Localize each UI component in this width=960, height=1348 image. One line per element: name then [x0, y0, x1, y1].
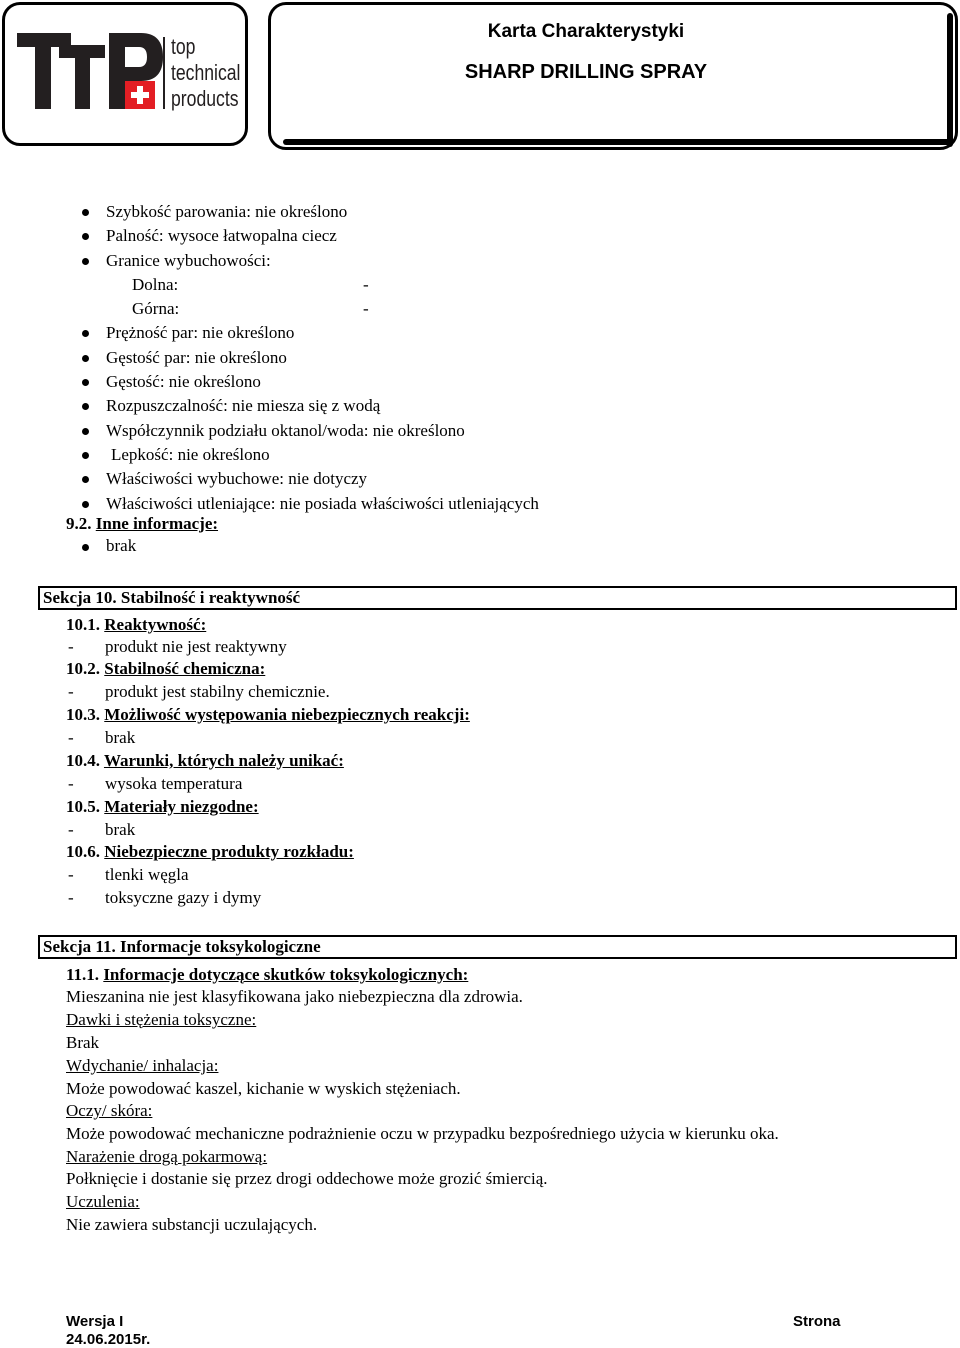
list-item: Szybkość parowania: nie określono — [78, 200, 938, 224]
limit-value: - — [363, 274, 369, 294]
list-item: produkt nie jest reaktywny — [105, 637, 287, 656]
entry-label: Uczulenia: — [66, 1192, 140, 1211]
list-item: tlenki węgla — [105, 865, 189, 884]
limit-upper — [78, 297, 938, 321]
subsection-10-5-heading — [66, 797, 259, 817]
logo-text-technical: technical — [171, 60, 241, 85]
subsection-10-6-heading — [66, 842, 354, 862]
subsection-9-2-heading — [66, 514, 218, 534]
subsection-number: 10.2. — [66, 659, 100, 678]
subsection-title: Możliwość występowania niebezpiecznych reakcji: — [104, 705, 470, 724]
list-item: Gęstość par: nie określono — [78, 346, 938, 370]
dash-marker: - — [68, 888, 74, 907]
subsection-11-1-heading — [66, 965, 468, 985]
subsection-title: Inne informacje: — [95, 514, 219, 533]
subsection-title: Warunki, których należy unikać: — [103, 751, 344, 770]
list-item: brak — [105, 820, 136, 839]
list-item: brak — [106, 536, 137, 555]
list-item: Palność: wysoce łatwopalna ciecz — [78, 224, 938, 248]
subsection-number: 10.5. — [66, 797, 100, 816]
subsection-10-3-heading — [66, 705, 470, 725]
list-item: Prężność par: nie określono — [78, 321, 938, 345]
list-item: Lepkość: nie określono — [78, 443, 938, 467]
entry-text: Połknięcie i dostanie się przez drogi oddechowe może grozić śmiercią. — [66, 1169, 548, 1188]
list-item: Właściwości utleniające: nie posiada właściwości utleniających — [78, 492, 938, 516]
subsection-number: 11.1. — [66, 965, 100, 984]
footer-version: Wersja I — [66, 1313, 124, 1330]
entry-text: Nie zawiera substancji uczulających. — [66, 1215, 318, 1234]
list-item: toksyczne gazy i dymy — [105, 888, 262, 907]
subsection-number: 10.3. — [66, 705, 100, 724]
product-name: SHARP DRILLING SPRAY — [464, 61, 708, 83]
subsection-title: Niebezpieczne produkty rozkładu: — [104, 842, 354, 861]
list-item: Rozpuszczalność: nie miesza się z wodą — [78, 394, 938, 418]
entry-label: Wdychanie/ inhalacja: — [66, 1056, 219, 1075]
subsection-number: 10.6. — [66, 842, 100, 861]
subsection-number: 10.4. — [66, 751, 100, 770]
subsection-number: 10.1. — [66, 615, 100, 634]
logo-text-top: top — [171, 34, 196, 59]
entry-label: Oczy/ skóra: — [66, 1101, 153, 1120]
list-item: Właściwości wybuchowe: nie dotyczy — [78, 467, 938, 491]
subsection-title: Materiały niezgodne: — [104, 797, 259, 816]
dash-marker: - — [68, 637, 74, 656]
subsection-title: Informacje dotyczące skutków toksykologicznych: — [103, 965, 469, 984]
subsection-10-4-heading — [66, 751, 344, 771]
list-item: brak — [105, 728, 136, 747]
entry-text: Może powodować kaszel, kichanie w wyskich stężeniach. — [66, 1079, 461, 1098]
logo-text-products: products — [171, 86, 239, 111]
list-item: wysoka temperatura — [105, 774, 243, 793]
subsection-10-2-heading — [66, 659, 265, 679]
box-shadow-bottom — [283, 139, 953, 145]
entry-label: Narażenie drogą pokarmową: — [66, 1147, 268, 1166]
dash-marker: - — [68, 865, 74, 884]
dash-marker: - — [68, 820, 74, 839]
list-item: Współczynnik podziału oktanol/woda: nie określono — [78, 419, 938, 443]
dash-marker: - — [68, 774, 74, 793]
limit-lower — [78, 273, 938, 297]
box-shadow-right — [947, 13, 953, 147]
document-title: Karta Charakterystyki — [487, 21, 685, 42]
title-box — [268, 2, 958, 150]
dash-marker: - — [68, 682, 74, 701]
limit-label: Dolna: — [132, 274, 179, 294]
entry-label: Dawki i stężenia toksyczne: — [66, 1010, 257, 1029]
limit-label: Górna: — [132, 299, 180, 319]
subsection-number: 9.2. — [66, 514, 92, 533]
intro-text: Mieszanina nie jest klasyfikowana jako niebezpieczna dla zdrowia. — [66, 987, 523, 1006]
dash-marker: - — [68, 728, 74, 747]
properties-list — [78, 200, 938, 516]
list-item: produkt jest stabilny chemicznie. — [105, 682, 330, 701]
entry-text: Brak — [66, 1033, 100, 1052]
entry-text: Może powodować mechaniczne podrażnienie oczu w przypadku bezpośredniego użycia w kierunku oka. — [66, 1124, 779, 1143]
section-11-header: Sekcja 11. Informacje toksykologiczne — [38, 935, 957, 959]
company-logo — [2, 2, 248, 146]
document-header — [0, 0, 960, 160]
footer-date: 24.06.2015r. — [66, 1331, 151, 1348]
subsection-10-1-heading — [66, 615, 206, 635]
section-10-header: Sekcja 10. Stabilność i reaktywność — [38, 586, 957, 610]
list-item: Gęstość: nie określono — [78, 370, 938, 394]
subsection-title: Reaktywność: — [104, 615, 207, 634]
limit-value: - — [363, 299, 369, 319]
list-item: Granice wybuchowości: — [78, 249, 938, 273]
bullet-icon — [82, 544, 89, 551]
footer-page: Strona — [793, 1313, 841, 1330]
subsection-title: Stabilność chemiczna: — [104, 659, 266, 678]
